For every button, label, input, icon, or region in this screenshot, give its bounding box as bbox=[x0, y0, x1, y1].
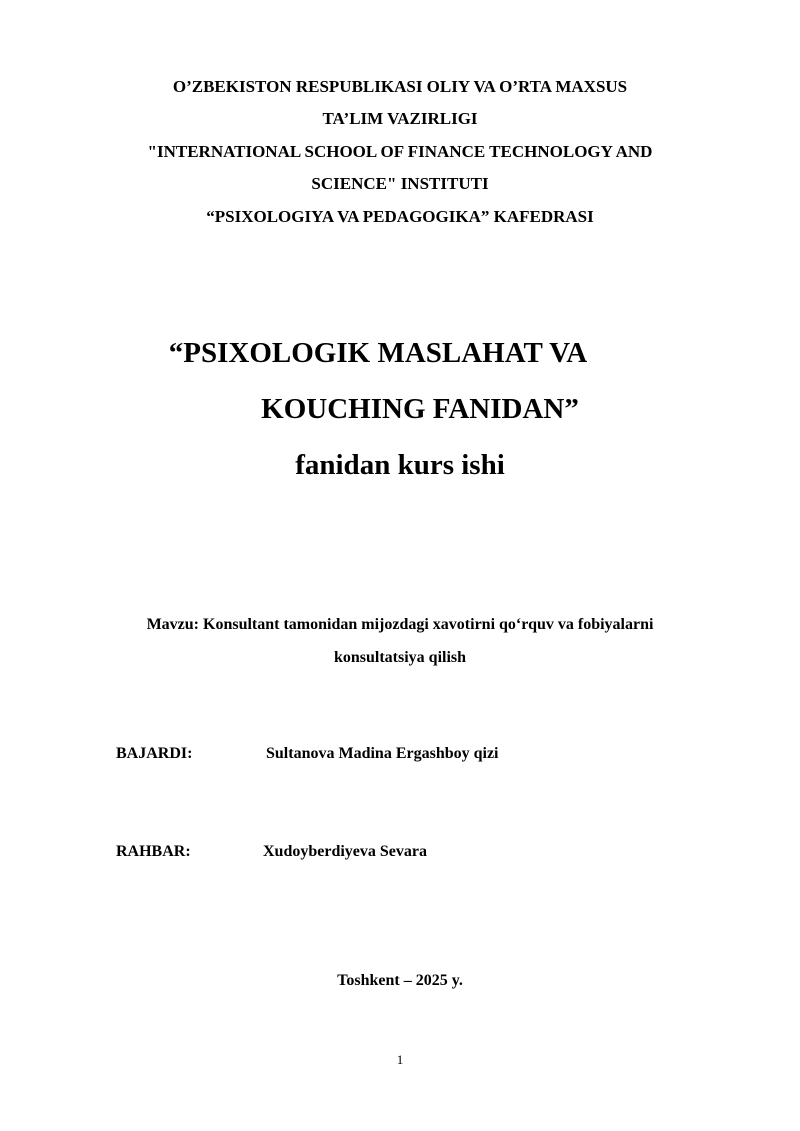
performer-label: BAJARDI: bbox=[116, 745, 193, 762]
institute-line-2: SCIENCE" INSTITUTI bbox=[311, 174, 489, 193]
institute-line-1: "INTERNATIONAL SCHOOL OF FINANCE TECHNOLOGY AND bbox=[147, 142, 653, 161]
city-year: Toshkent – 2025 y. bbox=[337, 972, 463, 989]
title-line-1: “PSIXOLOGIK MASLAHAT VA bbox=[168, 337, 588, 369]
title-line-2: KOUCHING FANIDAN” bbox=[261, 393, 579, 425]
ministry-line-2: TA’LIM VAZIRLIGI bbox=[322, 109, 478, 128]
topic-line-2: konsultatsiya qilish bbox=[333, 649, 467, 666]
department-line: “PSIXOLOGIYA VA PEDAGOGIKA” KAFEDRASI bbox=[206, 207, 594, 226]
topic-line-1: Mavzu: Konsultant tamonidan mijozdagi xavotirni qo‘rquv va fobiyalarni bbox=[146, 616, 654, 633]
ministry-line-1: O’ZBEKISTON RESPUBLIKASI OLIY VA O’RTA MAXSUS bbox=[172, 77, 628, 96]
performer-name: Sultanova Madina Ergashboy qizi bbox=[266, 745, 499, 762]
page-number: 1 bbox=[396, 1052, 404, 1067]
supervisor-name: Xudoyberdiyeva Sevara bbox=[263, 843, 427, 860]
supervisor-label: RAHBAR: bbox=[116, 843, 191, 860]
title-subtitle: fanidan kurs ishi bbox=[295, 449, 505, 481]
